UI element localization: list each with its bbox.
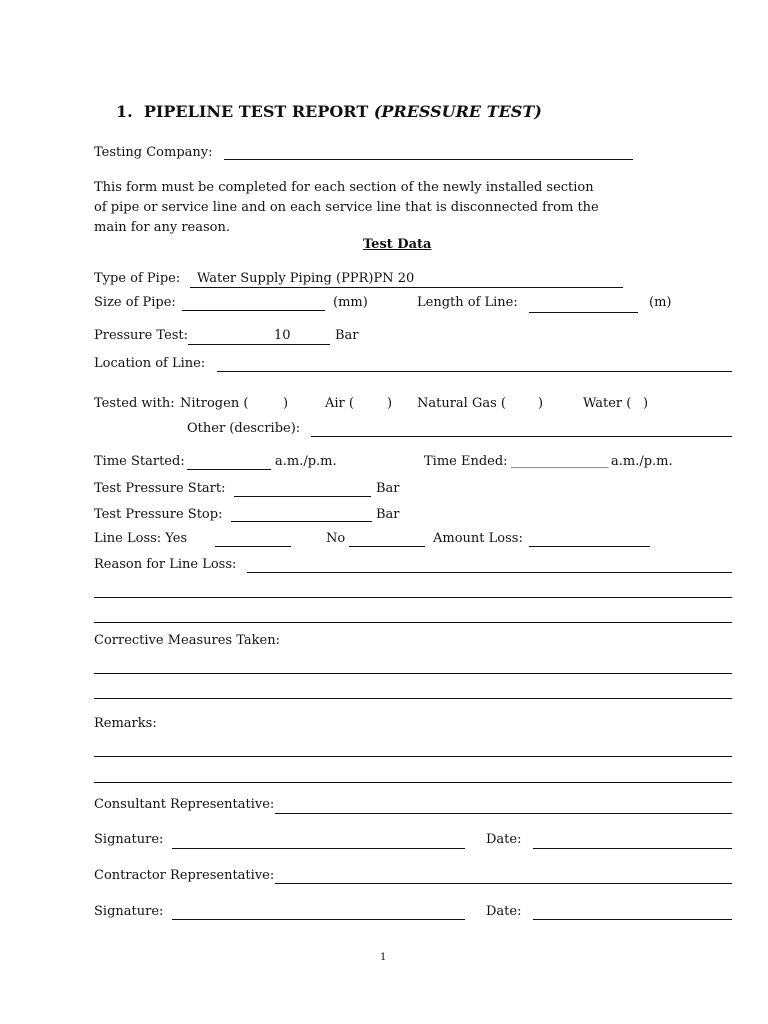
- consultant-signature-label: Signature:: [94, 832, 164, 847]
- reason-for-line-loss-label: Reason for Line Loss:: [94, 557, 237, 572]
- remarks-label: Remarks:: [94, 716, 157, 731]
- test-pressure-start-unit: Bar: [376, 481, 400, 496]
- contractor-date-field[interactable]: [533, 919, 732, 920]
- contractor-rep-label: Contractor Representative:: [94, 868, 275, 883]
- length-of-line-field[interactable]: [529, 312, 638, 313]
- water-close-paren: ): [643, 396, 649, 411]
- line-loss-yes-label: Line Loss: Yes: [94, 531, 188, 546]
- corrective-line-2[interactable]: [94, 698, 732, 699]
- title-main: PIPELINE TEST REPORT: [143, 102, 369, 121]
- contractor-rep-field[interactable]: [275, 883, 732, 884]
- title-number: 1.: [116, 102, 133, 121]
- corrective-measures-label: Corrective Measures Taken:: [94, 633, 280, 648]
- consultant-signature-field[interactable]: [172, 848, 465, 849]
- consultant-date-label: Date:: [486, 832, 522, 847]
- reason-line-1[interactable]: [247, 572, 732, 573]
- type-of-pipe-value: Water Supply Piping (PPR)PN 20: [197, 271, 415, 286]
- corrective-line-1[interactable]: [94, 673, 732, 674]
- consultant-rep-field[interactable]: [275, 813, 732, 814]
- nitrogen-checkbox[interactable]: [250, 395, 280, 411]
- pressure-test-label: Pressure Test:: [94, 328, 189, 343]
- natural-gas-checkbox[interactable]: [508, 395, 536, 411]
- time-ended-label: Time Ended:: [424, 454, 508, 469]
- nitrogen-close-paren: ): [283, 396, 289, 411]
- test-pressure-stop-label: Test Pressure Stop:: [94, 507, 223, 522]
- tested-with-label: Tested with:: [94, 396, 175, 411]
- testing-company-label: Testing Company:: [94, 145, 213, 160]
- other-describe-field[interactable]: [311, 436, 732, 437]
- instructions-line: of pipe or service line and on each service line that is disconnected from the: [94, 200, 599, 215]
- tested-with-air: Air (: [325, 396, 354, 411]
- water-checkbox[interactable]: [633, 395, 643, 411]
- time-started-label: Time Started:: [94, 454, 185, 469]
- remarks-line-2[interactable]: [94, 782, 732, 783]
- instructions-paragraph: [94, 178, 614, 238]
- contractor-signature-label: Signature:: [94, 904, 164, 919]
- page-number: 1: [380, 952, 387, 963]
- location-of-line-label: Location of Line:: [94, 356, 206, 371]
- line-loss-no-label: No: [326, 531, 346, 546]
- contractor-date-label: Date:: [486, 904, 522, 919]
- amount-loss-field[interactable]: [529, 546, 650, 547]
- section-heading-test-data: Test Data: [363, 237, 432, 252]
- test-pressure-start-label: Test Pressure Start:: [94, 481, 226, 496]
- pressure-test-field[interactable]: [188, 344, 330, 345]
- instructions-line: This form must be completed for each section of the newly installed section: [94, 180, 594, 195]
- line-loss-yes-field[interactable]: [215, 546, 291, 547]
- air-close-paren: ): [387, 396, 393, 411]
- consultant-rep-label: Consultant Representative:: [94, 797, 275, 812]
- air-checkbox[interactable]: [358, 395, 385, 411]
- pressure-test-unit: Bar: [335, 328, 359, 343]
- time-started-suffix: a.m./p.m.: [275, 454, 337, 469]
- type-of-pipe-label: Type of Pipe:: [94, 271, 181, 286]
- tested-with-natural-gas: Natural Gas (: [417, 396, 506, 411]
- time-ended-field[interactable]: _______________: [511, 454, 609, 469]
- line-loss-no-field[interactable]: [349, 546, 425, 547]
- length-of-line-label: Length of Line:: [417, 295, 518, 310]
- size-of-pipe-field[interactable]: [182, 310, 325, 311]
- size-of-pipe-unit: (mm): [333, 295, 368, 310]
- amount-loss-label: Amount Loss:: [433, 531, 523, 546]
- type-of-pipe-field[interactable]: [190, 287, 623, 288]
- test-pressure-stop-field[interactable]: [231, 521, 372, 522]
- size-of-pipe-label: Size of Pipe:: [94, 295, 176, 310]
- test-pressure-stop-unit: Bar: [376, 507, 400, 522]
- consultant-date-field[interactable]: [533, 848, 732, 849]
- instructions-line: main for any reason.: [94, 220, 230, 235]
- reason-line-3[interactable]: [94, 622, 732, 623]
- tested-with-water: Water (: [583, 396, 632, 411]
- tested-with-nitrogen: Nitrogen (: [180, 396, 249, 411]
- remarks-line-1[interactable]: [94, 756, 732, 757]
- testing-company-field[interactable]: [224, 159, 633, 160]
- natural-gas-close-paren: ): [538, 396, 544, 411]
- pressure-test-value: 10: [274, 328, 291, 343]
- other-describe-label: Other (describe):: [187, 421, 301, 436]
- location-of-line-field[interactable]: [217, 371, 732, 372]
- time-started-field[interactable]: [187, 469, 271, 470]
- contractor-signature-field[interactable]: [172, 919, 465, 920]
- time-ended-suffix: a.m./p.m.: [611, 454, 673, 469]
- title-sub: (PRESSURE TEST): [373, 102, 542, 121]
- form-title: [116, 104, 542, 120]
- test-pressure-start-field[interactable]: [234, 496, 371, 497]
- length-of-line-unit: (m): [649, 295, 672, 310]
- reason-line-2[interactable]: [94, 597, 732, 598]
